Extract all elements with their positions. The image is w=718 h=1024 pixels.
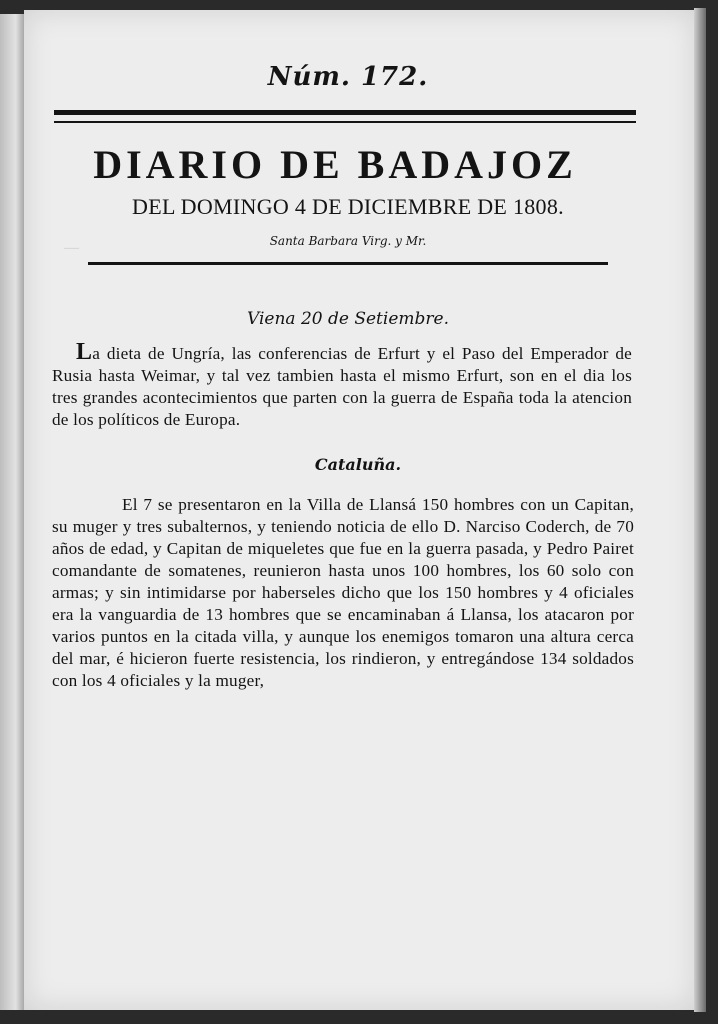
article-paragraph-cataluna: El 7 se presentaron en la Villa de Llansá 150 hombres con un Capitan, su muger y tres subalternos, y teniendo noticia de ello D. Narciso Coderch, de 70 años de edad, y Capitan de miqueletes que fue en la guerra pasada, y Pedro Pairet comandante de somatenes, reunieron hasta unos 100 hombres, los 60 solo con armas; y sin intimidarse por haberseles dicho que los 150 hombres y 4 oficiales era la vanguardia de 13 hombres que se encaminaban á Llansa, los atacaron por varios puntos en la citada villa, y aunque los enemigos tomaron una altura cerca del mar, é hicieron fuerte resistencia, los rindieron, y entregándose 134 soldados con los 4 oficiales y la muger, [52,495,634,690]
issue-number: Núm. 172. [267,62,429,92]
saint-of-day: Santa Barbara Virg. y Mr. [269,234,427,248]
page-right-edge [694,8,706,1012]
newspaper-title: DIARIO DE BADAJOZ [93,142,577,187]
page-content [52,62,634,692]
header-rule [88,262,608,265]
drop-cap: L [76,339,93,365]
article-dateline: Viena 20 de Setiembre. [247,309,449,329]
section-heading: Cataluña. [314,455,402,474]
newspaper-page [24,10,696,1010]
article-paragraph-vienna [52,341,632,431]
previous-page-edge [0,14,26,1010]
show-through-text: — [64,240,79,256]
paragraph-text: a dieta de Ungría, las conferencias de Erfurt y el Paso del Emperador de Rusia hasta Weimar, y tal vez tambien hasta el mismo Erfurt, son en el dia los tres grandes acontecimientos que parten con la guerra de España toda la atencion de los políticos de Europa. [52,344,632,429]
double-rule [54,110,636,123]
issue-date: DEL DOMINGO 4 DE DICIEMBRE DE 1808. [132,194,564,219]
